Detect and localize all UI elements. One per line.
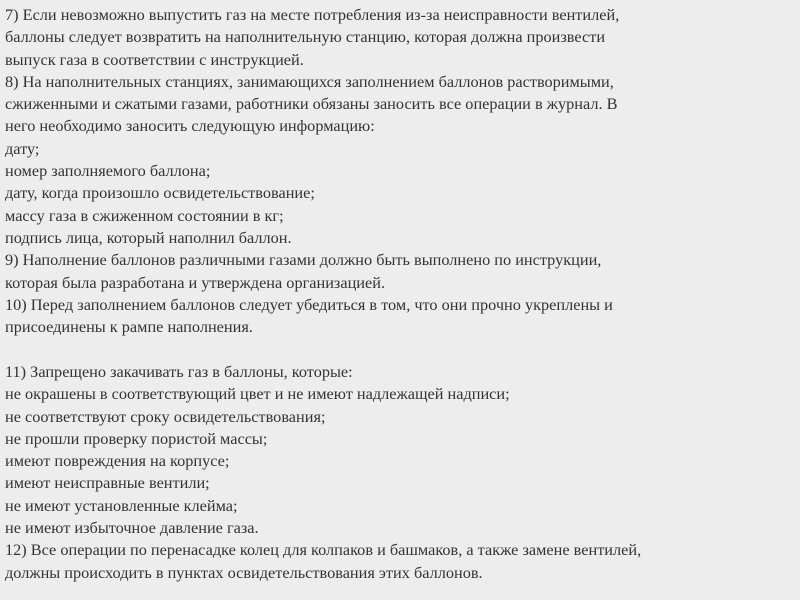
text-line: не имеют избыточное давление газа. bbox=[5, 518, 259, 538]
text-line: должны происходить в пунктах освидетельствования этих баллонов. bbox=[5, 562, 483, 582]
text-line: имеют повреждения на корпусе; bbox=[5, 451, 230, 471]
text-line: не соответствуют сроку освидетельствования; bbox=[5, 406, 326, 426]
text-line: которая была разработана и утверждена организацией. bbox=[5, 272, 386, 292]
text-line: дату, когда произошло освидетельствование; bbox=[5, 183, 315, 203]
text-block-top bbox=[5, 4, 619, 338]
text-line: него необходимо заносить следующую информацию: bbox=[5, 116, 375, 136]
text-line: номер заполняемого баллона; bbox=[5, 161, 211, 181]
text-line: не имеют установленные клейма; bbox=[5, 495, 238, 515]
text-line: имеют неисправные вентили; bbox=[5, 473, 210, 493]
text-line: 9) Наполнение баллонов различными газами должно быть выполнено по инструкции, bbox=[5, 250, 602, 270]
text-line: 8) На наполнительных станциях, занимающихся заполнением баллонов растворимыми, bbox=[5, 71, 614, 91]
text-line: не окрашены в соответствующий цвет и не имеют надлежащей надписи; bbox=[5, 384, 510, 404]
text-line: дату; bbox=[5, 138, 40, 158]
text-line: массу газа в сжиженном состоянии в кг; bbox=[5, 205, 284, 225]
text-line: 11) Запрещено закачивать газ в баллоны, которые: bbox=[5, 362, 353, 381]
text-line: 7) Если невозможно выпустить газ на месте потребления из-за неисправности вентилей, bbox=[5, 5, 620, 24]
text-line: присоединены к рампе наполнения. bbox=[5, 317, 253, 337]
text-line: подпись лица, который наполнил баллон. bbox=[5, 227, 292, 247]
text-block-bottom bbox=[5, 361, 641, 584]
text-line: баллоны следует возвратить на наполнительную станцию, которая должна произвести bbox=[5, 27, 606, 47]
text-line: сжиженными и сжатыми газами, работники обязаны заносить все операции в журнал. В bbox=[5, 94, 618, 114]
text-line: 12) Все операции по перенасадке колец для колпаков и башмаков, а также замене вентилей, bbox=[5, 540, 642, 560]
text-line: 10) Перед заполнением баллонов следует убедиться в том, что они прочно укреплены и bbox=[5, 294, 613, 314]
text-line: не прошли проверку пористой массы; bbox=[5, 428, 268, 448]
text-line: выпуск газа в соответствии с инструкцией. bbox=[5, 49, 304, 69]
